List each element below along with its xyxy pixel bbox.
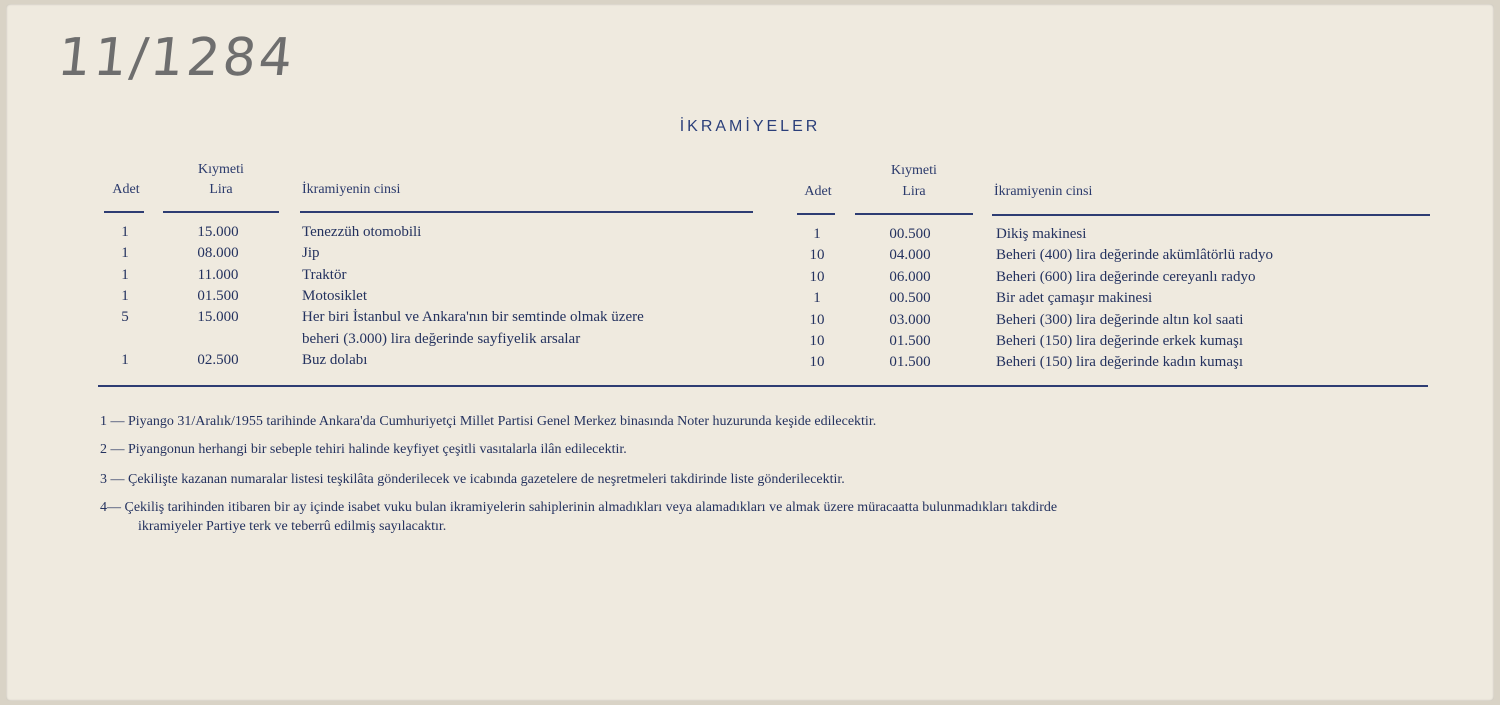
left-header-lira: Lira [209,182,233,197]
right-cinsi-rule [992,214,1430,216]
table-bottom-rule [98,385,1428,387]
cell-lira: 00.500 [889,290,931,307]
cell-cinsi: Beheri (400) lira değerinde akümlâtörlü radyo [996,247,1273,264]
right-adet-rule [797,213,835,215]
left-header-kiymeti: Kıymeti [198,162,244,177]
note-4: 4— Çekiliş tarihinden itibaren bir ay içinde isabet vuku bulan ikramiyelerin sahiplerinin almadıkları veya alamadıkları ve almak üzere müracaatta bulunmadıkları takdirde [100,500,1058,515]
cell-adet: 10 [809,333,825,349]
note-1: 1 — Piyango 31/Aralık/1955 tarihinde Ankara'da Cumhuriyetçi Millet Partisi Genel Merkez binasında Noter huzurunda keşide edilecektir. [100,414,877,429]
cell-adet: 1 [121,351,129,368]
cell-cinsi: Tenezzüh otomobili [302,224,422,240]
cell-adet: 10 [809,311,825,328]
page-title: İKRAMİYELER [679,118,821,135]
cell-cinsi: Jip [302,245,320,262]
cell-adet: 1 [121,266,129,283]
left-cinsi-rule [300,211,753,213]
cell-cinsi: Her biri İstanbul ve Ankara'nın bir semtinde olmak üzere [302,309,644,326]
cell-cinsi: Traktör [302,266,347,283]
cell-lira: 01.500 [197,287,239,304]
cell-adet: 1 [813,290,821,307]
cell-lira: 15.000 [197,224,239,240]
cell-lira: 04.000 [889,247,931,264]
left-header-adet: Adet [112,182,140,197]
cell-cinsi: Motosiklet [302,287,368,304]
note-3: 3 — Çekilişte kazanan numaralar listesi teşkilâta gönderilecek ve icabında gazetelere de neşretmeleri takdirinde liste gönderilecektir. [100,472,845,487]
right-lira-rule [855,213,973,215]
cell-adet: 10 [809,354,825,371]
right-header-lira: Lira [902,184,926,199]
right-header-cinsi: İkramiyenin cinsi [994,184,1093,199]
cell-cinsi: Beheri (150) lira değerinde kadın kumaşı [996,354,1244,371]
left-adet-rule [104,211,144,213]
left-header-cinsi: İkramiyenin cinsi [302,182,401,197]
cell-lira: 02.500 [197,351,239,368]
cell-lira: 06.000 [889,268,931,285]
cell-adet: 1 [121,224,129,240]
cell-lira: 08.000 [197,245,239,262]
archive-number: 11/1284 [54,28,299,88]
cell-cinsi: Beheri (600) lira değerinde cereyanlı radyo [996,268,1256,285]
cell-adet: 10 [809,268,825,285]
cell-adet: 1 [121,245,129,262]
left-lira-rule [163,211,279,213]
note-4-continued: ikramiyeler Partiye terk ve teberrû edilmiş sayılacaktır. [138,519,447,534]
note-2: 2 — Piyangonun herhangi bir sebeple tehiri halinde keyfiyet çeşitli vasıtalarla ilân edilecektir. [100,442,627,457]
cell-lira: 03.000 [889,311,931,328]
cell-cinsi: Bir adet çamaşır makinesi [996,290,1153,307]
cell-cinsi: Buz dolabı [302,351,368,368]
right-header-adet: Adet [804,184,832,199]
cell-lira: 01.500 [889,354,931,371]
cell-cinsi: Beheri (300) lira değerinde altın kol saati [996,311,1244,328]
cell-cinsi: beheri (3.000) lira değerinde sayfiyelik arsalar [302,330,581,347]
cell-lira: 00.500 [889,226,931,242]
cell-adet: 5 [121,309,129,326]
cell-adet: 1 [121,287,129,304]
cell-cinsi: Dikiş makinesi [996,226,1087,242]
right-header-kiymeti: Kıymeti [891,163,937,178]
cell-lira: 15.000 [197,309,239,326]
cell-lira: 11.000 [197,266,239,283]
cell-lira: 01.500 [889,333,931,349]
cell-adet: 1 [813,226,821,242]
cell-adet: 10 [809,247,825,264]
cell-cinsi: Beheri (150) lira değerinde erkek kumaşı [996,333,1243,349]
